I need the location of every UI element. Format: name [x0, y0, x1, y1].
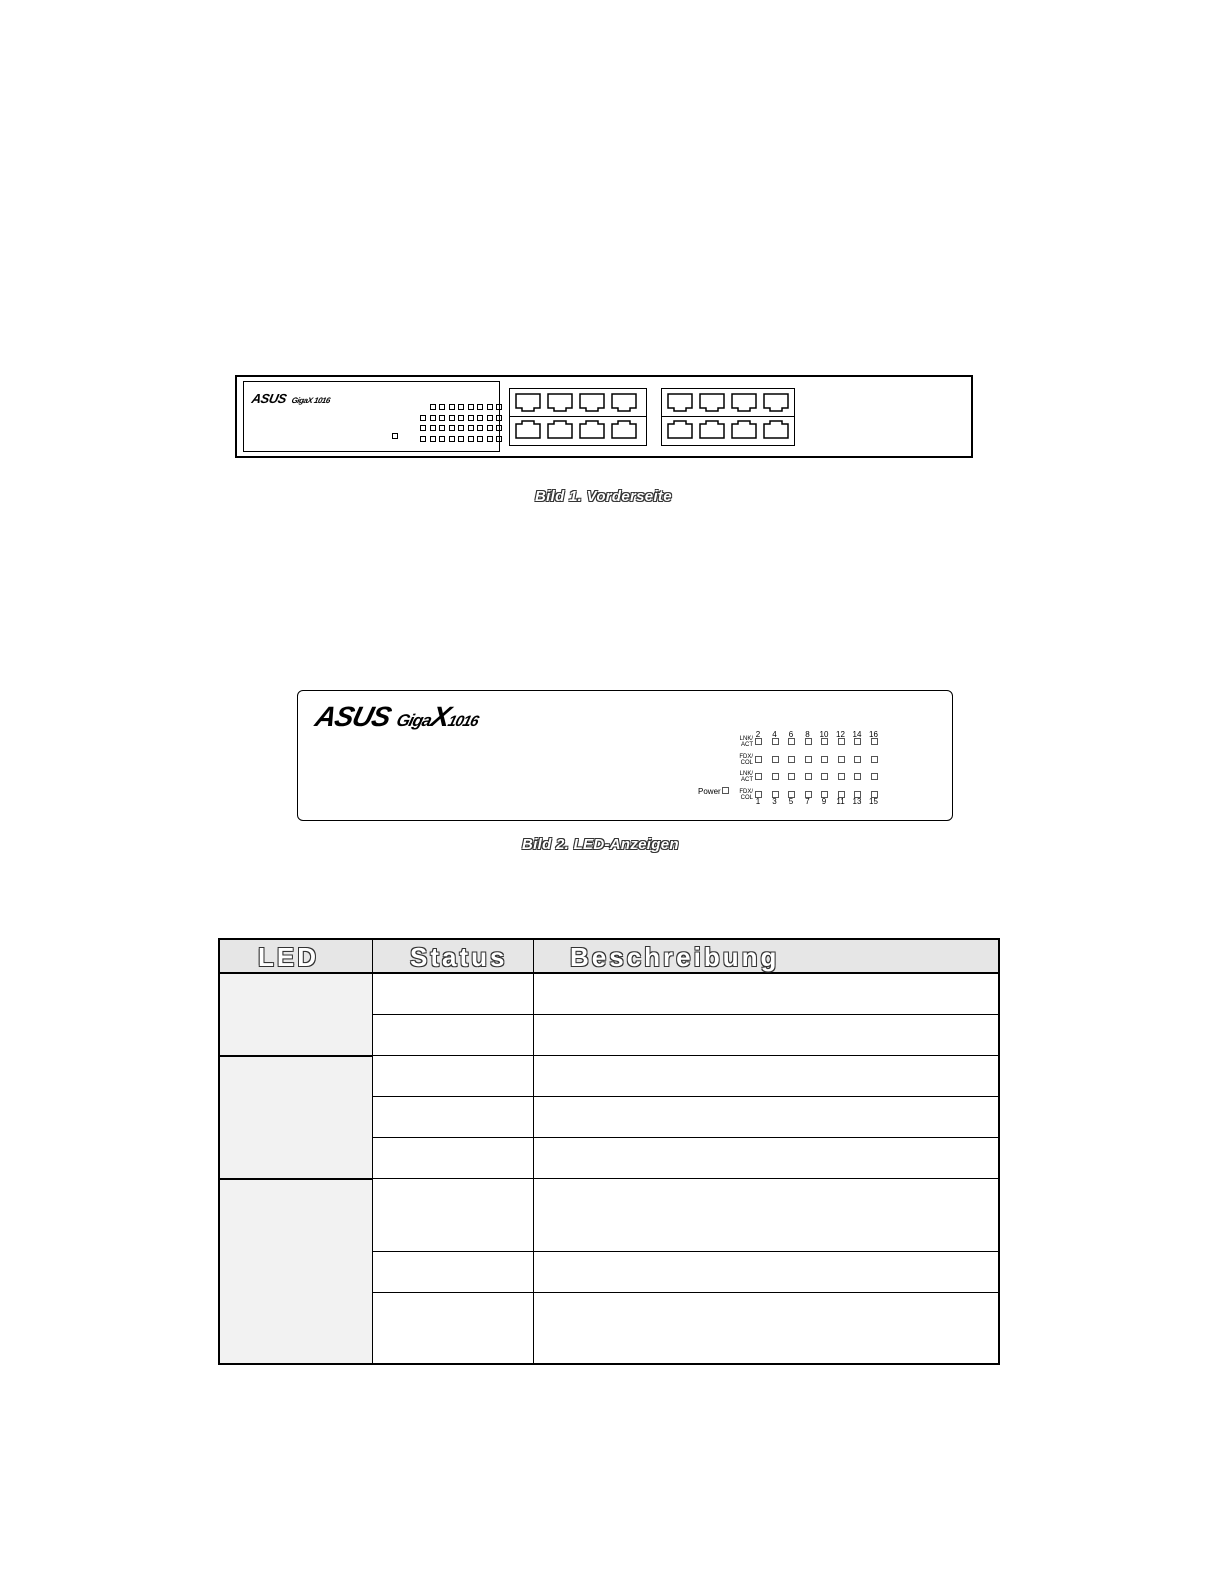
port-block-1-8: [509, 388, 647, 446]
front-led-indicator: [430, 415, 436, 421]
row-divider: [220, 1055, 998, 1056]
front-led-indicator: [487, 436, 493, 442]
port-led-indicator: [772, 791, 779, 798]
port-led-indicator: [854, 756, 861, 763]
ethernet-port-icon: [514, 419, 542, 441]
ethernet-port-icon: [762, 419, 790, 441]
front-led-indicator: [458, 415, 464, 421]
port-number-label: 11: [836, 797, 845, 806]
port-led-indicator: [788, 773, 795, 780]
column-divider-2: [533, 940, 534, 1363]
column-divider-1: [372, 940, 373, 1363]
ethernet-port-icon: [730, 419, 758, 441]
port-number-label: 14: [852, 730, 862, 739]
port-led-indicator: [788, 756, 795, 763]
header-status: Status: [410, 942, 508, 972]
port-number-label: 12: [836, 730, 845, 739]
port-number-label: 15: [869, 797, 878, 806]
ethernet-port-icon: [610, 419, 638, 441]
port-led-indicator: [788, 791, 795, 798]
ethernet-port-icon: [514, 391, 542, 413]
port-led-indicator: [871, 738, 878, 745]
power-led: [722, 787, 729, 794]
front-led-indicator: [449, 415, 455, 421]
front-led-indicator: [449, 404, 455, 410]
port-number-label: 4: [772, 730, 777, 739]
front-led-indicator: [458, 436, 464, 442]
port-led-indicator: [821, 773, 828, 780]
port-led-indicator: [772, 738, 779, 745]
port-led-indicator: [805, 738, 812, 745]
port-led-indicator: [821, 791, 828, 798]
port-led-indicator: [805, 773, 812, 780]
ethernet-port-icon: [578, 391, 606, 413]
port-number-label: 7: [805, 797, 810, 806]
table-header: [220, 940, 998, 974]
port-number-label: 5: [788, 797, 794, 806]
port-led-indicator: [838, 738, 845, 745]
port-number-label: 16: [869, 730, 878, 739]
front-led-indicator: [496, 404, 502, 410]
front-led-indicator: [487, 404, 493, 410]
led-group-cell-lnk-act: [220, 1057, 372, 1180]
front-logo-model: GigaX 1016: [290, 396, 331, 405]
led-panel-logo: [312, 701, 483, 733]
front-panel: [243, 381, 500, 452]
front-led-indicator: [439, 436, 445, 442]
front-led-indicator: [458, 404, 464, 410]
front-led-indicator: [439, 425, 445, 431]
port-led-indicator: [854, 773, 861, 780]
ethernet-port-icon: [762, 391, 790, 413]
port-block-9-16: [661, 388, 795, 446]
led-group-cell-fdx-col: [220, 1180, 372, 1363]
front-led-indicator: [477, 415, 483, 421]
front-led-indicator: [439, 404, 445, 410]
logo-brand: ASUS: [312, 701, 394, 732]
port-led-indicator: [805, 756, 812, 763]
ethernet-port-icon: [610, 391, 638, 413]
ethernet-port-icon: [698, 419, 726, 441]
front-led-indicator: [468, 404, 474, 410]
port-led-indicator: [838, 791, 845, 798]
row-divider: [373, 1137, 998, 1138]
port-number-label: 8: [805, 730, 810, 739]
figure-front-view: [235, 375, 973, 458]
port-led-indicator: [838, 756, 845, 763]
port-number-label: 3: [772, 797, 777, 806]
front-led-indicator: [439, 415, 445, 421]
header-description: Beschreibung: [570, 942, 780, 972]
ethernet-port-icon: [578, 419, 606, 441]
port-number-label: 13: [852, 797, 862, 806]
port-number-label: 2: [755, 730, 761, 739]
logo-giga: Giga: [394, 711, 434, 730]
port-led-indicator: [755, 791, 762, 798]
front-led-indicator: [496, 436, 502, 442]
front-led-indicator: [458, 425, 464, 431]
ethernet-port-icon: [698, 391, 726, 413]
port-led-indicator: [755, 738, 762, 745]
port-led-indicator: [788, 738, 795, 745]
power-label: Power: [698, 787, 721, 796]
front-led-indicator: [496, 425, 502, 431]
front-logo-brand: ASUS: [250, 391, 288, 406]
front-led-indicator: [420, 415, 426, 421]
led-row-label: LNK/ ACT: [739, 736, 753, 748]
ethernet-port-icon: [546, 419, 574, 441]
front-led-indicator: [477, 425, 483, 431]
row-divider: [220, 1178, 998, 1179]
port-led-indicator: [755, 756, 762, 763]
led-status-table: [218, 938, 1000, 1365]
port-number-label: 6: [788, 730, 794, 739]
front-led-indicator: [430, 436, 436, 442]
led-row-label: FDX/ COL: [739, 754, 753, 766]
front-led-indicator: [487, 415, 493, 421]
front-led-indicator: [430, 425, 436, 431]
front-power-led: [392, 433, 398, 439]
logo-number: 1016: [446, 713, 480, 730]
row-divider: [373, 1251, 998, 1252]
port-led-indicator: [805, 791, 812, 798]
front-led-indicator: [496, 415, 502, 421]
front-led-indicator: [468, 436, 474, 442]
led-group-cell-power: [220, 974, 372, 1057]
front-led-grid: [420, 404, 502, 444]
front-led-indicator: [430, 404, 436, 410]
row-divider: [373, 1014, 998, 1015]
port-led-indicator: [871, 756, 878, 763]
ethernet-port-icon: [666, 391, 694, 413]
logo-x: X: [427, 701, 454, 732]
front-led-indicator: [449, 436, 455, 442]
port-led-indicator: [821, 756, 828, 763]
port-number-label: 1: [755, 797, 761, 806]
port-number-label: 9: [821, 797, 827, 806]
port-led-indicator: [772, 773, 779, 780]
led-row-label: LNK/ ACT: [739, 771, 753, 783]
figure2-caption: Bild 2. LED-Anzeigen: [522, 836, 679, 853]
row-divider: [373, 1096, 998, 1097]
front-led-indicator: [468, 425, 474, 431]
front-led-indicator: [468, 415, 474, 421]
ethernet-port-icon: [730, 391, 758, 413]
figure-led-indicators: [297, 690, 953, 821]
header-led: LED: [258, 942, 319, 972]
ethernet-port-icon: [666, 419, 694, 441]
row-divider: [373, 1292, 998, 1293]
front-led-indicator: [487, 425, 493, 431]
port-led-indicator: [821, 738, 828, 745]
figure1-caption: Bild 1. Vorderseite: [535, 488, 672, 505]
port-led-indicator: [854, 791, 861, 798]
port-led-indicator: [755, 773, 762, 780]
ethernet-port-icon: [546, 391, 574, 413]
front-led-indicator: [477, 436, 483, 442]
front-led-indicator: [477, 404, 483, 410]
front-logo: [250, 391, 331, 406]
front-led-indicator: [420, 425, 426, 431]
port-led-indicator: [854, 738, 861, 745]
front-led-indicator: [420, 436, 426, 442]
front-led-indicator: [449, 425, 455, 431]
port-led-indicator: [838, 773, 845, 780]
port-led-indicator: [871, 773, 878, 780]
led-row-label: FDX/ COL: [739, 789, 753, 801]
port-led-indicator: [871, 791, 878, 798]
port-led-indicator: [772, 756, 779, 763]
port-number-label: 10: [819, 730, 829, 739]
